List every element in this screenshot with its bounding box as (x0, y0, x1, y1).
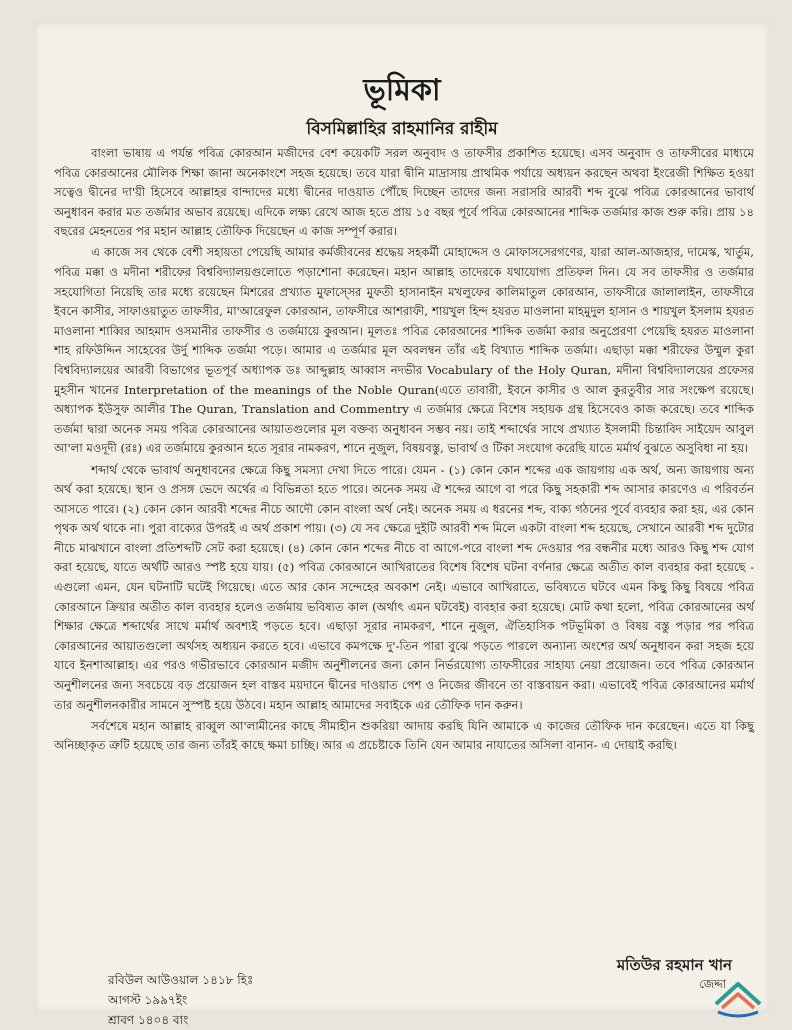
page-title: ভূমিকা (363, 73, 441, 108)
signature-place: জেদ্দা (699, 977, 726, 991)
author-signature: মতিউর রহমান খান (616, 956, 732, 974)
paragraph: শব্দার্থ থেকে ভাবার্থ অনুধাবনের ক্ষেত্রে কিছু সমস্যা দেখা দিতে পারে। যেমন - (১) কোন কোন শব্দের এক জায়গায় এক অর্থ, অন্য জায়গায় অন্য অর্থ করা হয়েছে। স্থান ও প্রসঙ্গ ভেদে অর্থের এ বিভিন্নতা হতে পারে। অনেক সময় ঐ শব্দের আগে বা পরে কিছু সহকারী শব্দ আসার কারণেও এ পরিবর্তন আসতে পারে। (২) কোন কোন আরবী শব্দের নীচে আদৌ কোন বাংলা অর্থ নেই। অনেক সময় এ ধরনের শব্দ, বাক্য গঠনের পূর্বে ব্যবহার করা হয়, এর কোন পৃথক অর্থ থাকে না। পুরা বাক্যের উপরই এ অর্থ প্রকাশ পায়। (৩) যে সব ক্ষেত্রে দুইটি আরবী শব্দ মিলে একটা বাংলা শব্দ হয়েছে, সেখানে আরবী শব্দ দুটোর নীচে মাঝখানে বাংলা প্রতিশব্দটি সেট করা হয়েছে। (৪) কোন কোন শব্দের নীচে বা আগে-পরে বাংলা শব্দ দেওয়ার পর বন্ধনীর মধ্যে আরও কিছু শব্দ যোগ করা হয়েছে, যাতে অর্থটি আরও স্পষ্ট হয়ে যায়। (৫) পবিত্র কোরআনে আখিরাতের বিশেষ বিশেষ ঘটনা বর্ণনার ক্ষেত্রে অতীত কাল ব্যবহার করা হয়েছে - এগুলো এমন, যেন ঘটনাটি ঘটেই গিয়েছে। এতে আর কোন সন্দেহের অবকাশ নেই। এভাবে আখিরাতে, ভবিষ্যতে ঘটবে এমন কিছু কিছু বিষয়ে পবিত্র কোরআনে ক্রিয়ার অতীত কাল ব্যবহার হলেও তর্জমায় ভবিষ্যত কাল (অর্থাৎ এমন ঘটবেই) ব্যবহার করা হয়েছে। মোট কথা হলো, পবিত্র কোরআনের অর্থ শিক্ষার ক্ষেত্রে শব্দার্থের সাথে মর্মার্থ অবশ্যই পড়তে হবে। এছাড়া সূরার নামকরণ, শানে নুজুল, ঐতিহাসিক পটভূমিকা ও বিষয় বস্তু পড়ার পর পবিত্র কোরআনের আয়াতগুলো অর্থসহ অধ্যয়ন করতে হবে। এভাবে কমপক্ষে দু'-তিন পারা বুঝে পড়তে পারলে অন্যান্য অংশের অর্থ অনুধাবন করা সহজ হয়ে যাবে ইনশাআল্লাহ। এর পরও গভীরভাবে কোরআন মজীদ অনুশীলনের জন্য কোন নির্ভরযোগ্য তাফসীরের সাহায্য নেয়া প্রয়োজন। তবে পবিত্র কোরআন অনুশীলনের জন্য সবচেয়ে বড় প্রয়োজন হল বাস্তব ময়দানে দ্বীনের দাওয়াত পেশ ও নিজের জীবনে তা বাস্তবায়ন করা। এভাবেই পবিত্র কোরআনের মর্মার্থ তার অনুশীলনকারীর সামনে সুস্পষ্ট হয়ে উঠবে। মহান আল্লাহ আমাদের সবাইকে এর তৌফিক দান করুন। (54, 462, 754, 712)
date-gregorian: আগস্ট ১৯৯৭ইং (108, 993, 188, 1007)
document-page (34, 22, 770, 1027)
date-hijri: রবিউল আউওয়াল ১৪১৮ হিঃ (108, 973, 254, 987)
paragraph: বাংলা ভাষায় এ পর্যন্ত পবিত্র কোরআন মজীদের বেশ কয়েকটি সরল অনুবাদ ও তাফসীর প্রকাশিত হয়েছে। এসব অনুবাদ ও তাফসীরের মাধ্যমে পবিত্র কোরআনের মৌলিক শিক্ষা জানা অনেকাংশে সহজ হয়েছে। তবে যারা দ্বীনি মাদ্রাসায় প্রাথমিক পর্যায়ে অধ্যয়ন করছেন অথবা ইংরেজী শিক্ষিত হওয়া সত্বেও দ্বীনের দা'য়ী হিসেবে আল্লাহর বান্দাদের মধ্যে দ্বীনের দাওয়াত পৌঁছে দিচ্ছেন তাদের জন্য সরাসরি আরবী শব্দ বুঝে পবিত্র কোরআনের ভাবার্থ অনুধাবন করার মত তর্জমার অভাব রয়েছে। এদিকে লক্ষ্য রেখে আজ হতে প্রায় ১৫ বছর পূর্বে পবিত্র কোরআনের শাব্দিক তর্জমার কাজ শুরু করি। প্রায় ১৪ বছরের মেহনতের পর মহান আল্লাহ তৌফিক দিয়েছেন এ কাজ সম্পূর্ণ করার। (54, 146, 754, 239)
paragraph: সর্বশেষে মহান আল্লাহ রাব্বুল আ'লামীনের কাছে সীমাহীন শুকরিয়া আদায় করছি যিনি আমাকে এ কাজের তৌফিক দান করেছেন। এতে যা কিছু অনিচ্ছাকৃত ত্রুটি হয়েছে তার জন্য তাঁরই কাছে ক্ষমা চাচ্ছি। আর এ প্রচেষ্টাকে তিনি যেন আমার নাযাতের অসিলা বানান- এ দোয়াই করছি। (54, 718, 754, 753)
preface-body (54, 144, 754, 757)
date-block (108, 970, 253, 1030)
publisher-logo-icon (710, 974, 766, 1018)
bismillah-heading: বিসমিল্লাহির রাহমানির রাহীম (306, 119, 498, 139)
paragraph: এ কাজে সব থেকে বেশী সহায়তা পেয়েছি আমার কর্মজীবনের শ্রদ্ধেয় সহকর্মী মোহাদ্দেস ও মোফাসসেরগণের, যারা আল-আজহার, দামেস্ক, খার্তুম, পবিত্র মক্কা ও মদীনা শরীফের বিশ্ববিদ্যালয়গুলোতে পড়াশোনা করেছেন। মহান আল্লাহ তাদেরকে যথাযোগ্য প্রতিফল দিন। যে সব তাফসীর ও তর্জমার সহযোগিতা নিয়েছি তার মধ্যে রয়েছেন মিশরের প্রখ্যাত মুফাস্সের মুফতী হাসানাইন মখলুফের কালিমাতুল কোরআন, তাফসীরে জালালাইন, তাফসীরে ইবনে কাসীর, সাফাওয়াতুত তাফসীর, মা'আরেফুল কোরআন, তাফসীরে আশরাফী, শায়খুল হিন্দ হযরত মাওলানা মাহমুদুল হাসান ও শায়খুল ইসলাম হযরত মাওলানা শাব্বির আহমাদ ওসমানীর তাফসীর ও তর্জমায়ে কুরআন। মূলতঃ পবিত্র কোরআনের শাব্দিক তর্জমা করার অনুপ্রেরণা পেয়েছি হযরত মাওলানা শাহ রফিউদ্দিন সাহেবের উর্দু শাব্দিক তর্জমা পড়ে। আমার এ তর্জমার মূল অবলম্বন তাঁর এই বিখ্যাত শাব্দিক তর্জমা। এছাড়া মক্কা শরীফের উম্মুল কুরা বিশ্ববিদ্যালয়ের আরবী বিভাগের ভূতপূর্ব অধ্যাপক ডঃ আব্দুল্লাহ আব্বাস নদভীর Vocabulary of the Holy Quran, মদীনা বিশ্ববিদ্যালয়ের প্রফেসর মুহসীন খানের Interpretation of the meanings of the Noble Quran(এতে তাবারী, ইবনে কাসীর ও আল কুরতুবীর সার সংক্ষেপ রয়েছে। অধ্যাপক ইউসুফ আলীর The Quran, Translation and Commentry এ তর্জমার ক্ষেত্রে বিশেষ সহায়ক গ্রন্থ হিসেবেও কাজ করেছে। তবে শাব্দিক তর্জমা দ্বারা অনেক সময় পবিত্র কোরআনের আয়াতগুলোর মূল বক্তব্য অনুধাবন সম্ভব নয়। তাই শব্দার্থের সাথে প্রখ্যাত ইসলামী চিন্তাবিদ সাইয়েদ আবুল আ'লা মওদূদী (রঃ) এর তর্জমায়ে কুরআন হতে সূরার নামকরণ, শানে নুজুল, বিষয়বস্তু, ভাবার্থ ও টিকা সংযোগ করেছি যাতে মর্মার্থ বুঝতে অসুবিধা না হয়। (54, 245, 754, 456)
date-bangla: শ্রাবণ ১৪০৪ বাং (108, 1013, 189, 1027)
